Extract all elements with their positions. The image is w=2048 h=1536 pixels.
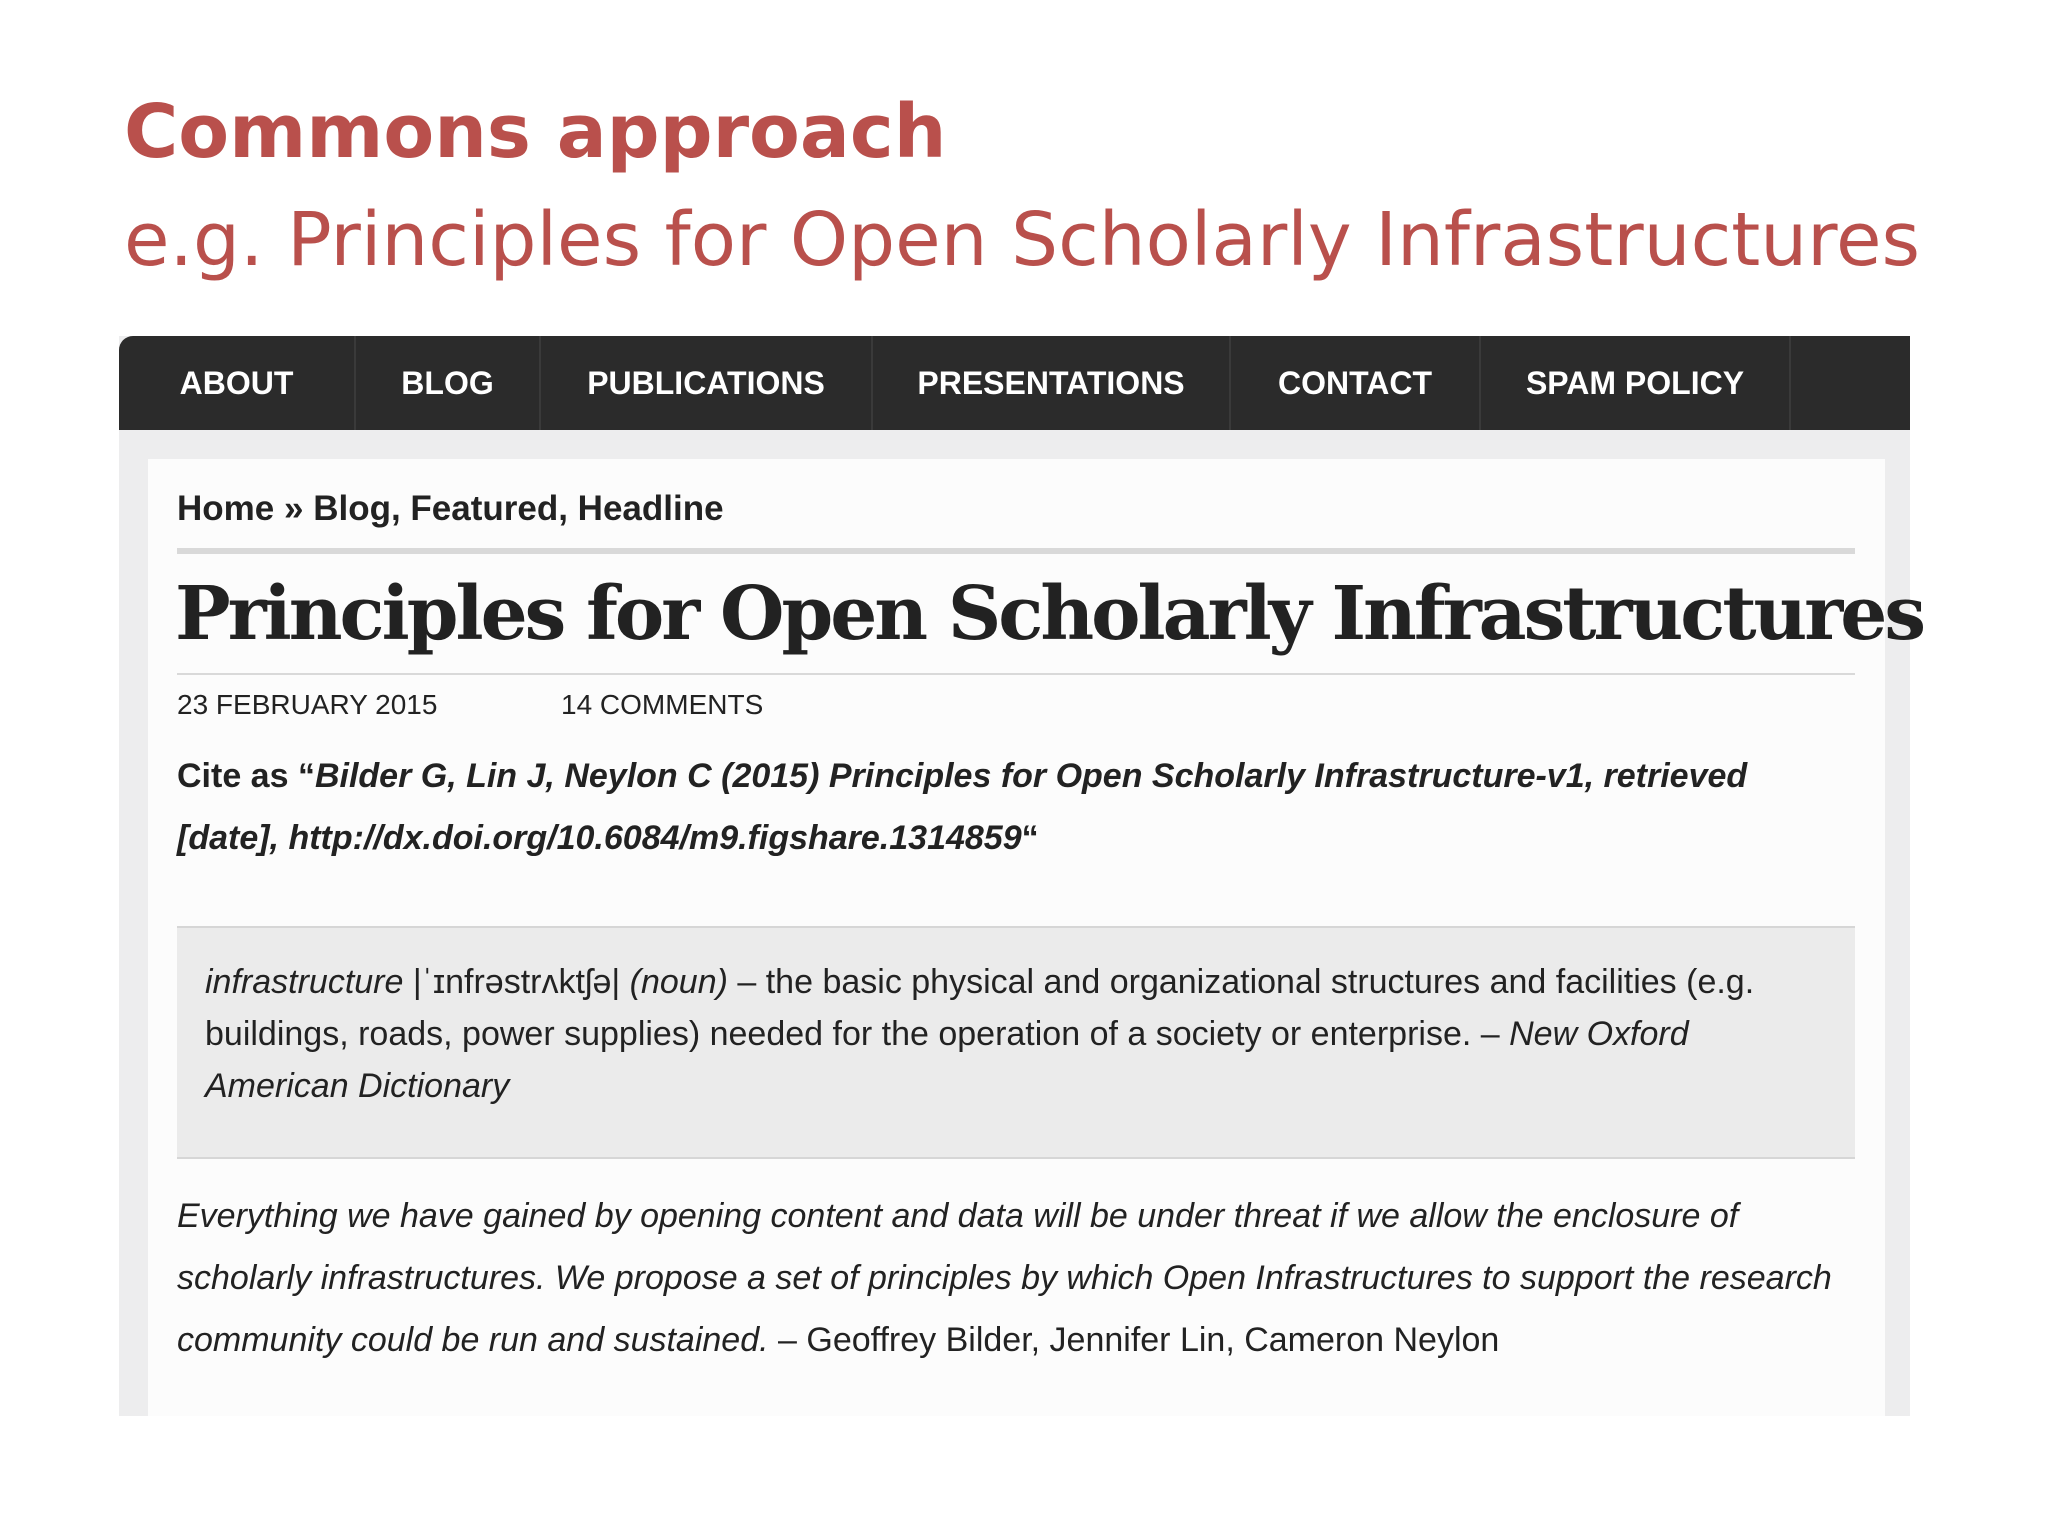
slide-subtitle: e.g. Principles for Open Scholarly Infrastructures [124, 197, 1921, 283]
breadcrumb-home[interactable]: Home [177, 489, 275, 528]
breadcrumb-blog[interactable]: Blog [313, 489, 391, 528]
citation-suffix: “ [1021, 819, 1039, 857]
breadcrumb-separator: » [283, 489, 304, 528]
abstract-text: Everything we have gained by opening content and data will be under threat if we allow the enclosure of scholarly infrastructures. We propose a set of principles by which Open Infrastructures to support the research community could be run and sustained. [177, 1197, 1832, 1359]
nav-item-blog[interactable]: BLOG [356, 336, 541, 430]
definition-source: New Oxford American Dictionary [205, 1015, 1689, 1105]
divider [177, 548, 1855, 554]
definition-body: – the basic physical and organizational structures and facilities (e.g. buildings, roads, power supplies) needed for the operation of a society or enterprise. – [205, 963, 1755, 1053]
abstract-authors: – Geoffrey Bilder, Jennifer Lin, Cameron Neylon [768, 1321, 1500, 1359]
definition-blockquote [177, 926, 1855, 1159]
website-screenshot [119, 336, 1924, 1416]
post-title: Principles for Open Scholarly Infrastructures [175, 571, 1924, 657]
nav-item-spam-policy[interactable]: SPAM POLICY [1481, 336, 1791, 430]
main-navbar [119, 336, 1910, 430]
abstract [177, 1185, 1867, 1371]
post-content [148, 459, 1924, 1416]
divider [177, 673, 1855, 675]
citation-prefix: Cite as “ [177, 757, 315, 795]
nav-item-about[interactable]: ABOUT [119, 336, 356, 430]
citation-text: Bilder G, Lin J, Neylon C (2015) Principles for Open Scholarly Infrastructure-v1, retrieved [date], http://dx.doi.org/10.6084/m9.figshare.1314859 [177, 757, 1748, 857]
definition-pronunciation: |ˈɪnfrəstrʌktʃə| [403, 963, 630, 1001]
definition-term: infrastructure [205, 963, 404, 1001]
slide-title: Commons approach [124, 89, 947, 175]
definition-text [205, 956, 1830, 1112]
comments-link[interactable]: 14 COMMENTS [561, 689, 764, 720]
citation [177, 745, 1857, 869]
nav-item-presentations[interactable]: PRESENTATIONS [873, 336, 1231, 430]
breadcrumb: Home » Blog, Featured, Headline [177, 489, 724, 528]
nav-item-publications[interactable]: PUBLICATIONS [541, 336, 873, 430]
post-date: 23 FEBRUARY 2015 [177, 689, 438, 720]
breadcrumb-featured[interactable]: Featured [410, 489, 559, 528]
nav-item-contact[interactable]: CONTACT [1231, 336, 1481, 430]
breadcrumb-headline[interactable]: Headline [577, 489, 724, 528]
definition-pos: (noun) [629, 963, 728, 1001]
